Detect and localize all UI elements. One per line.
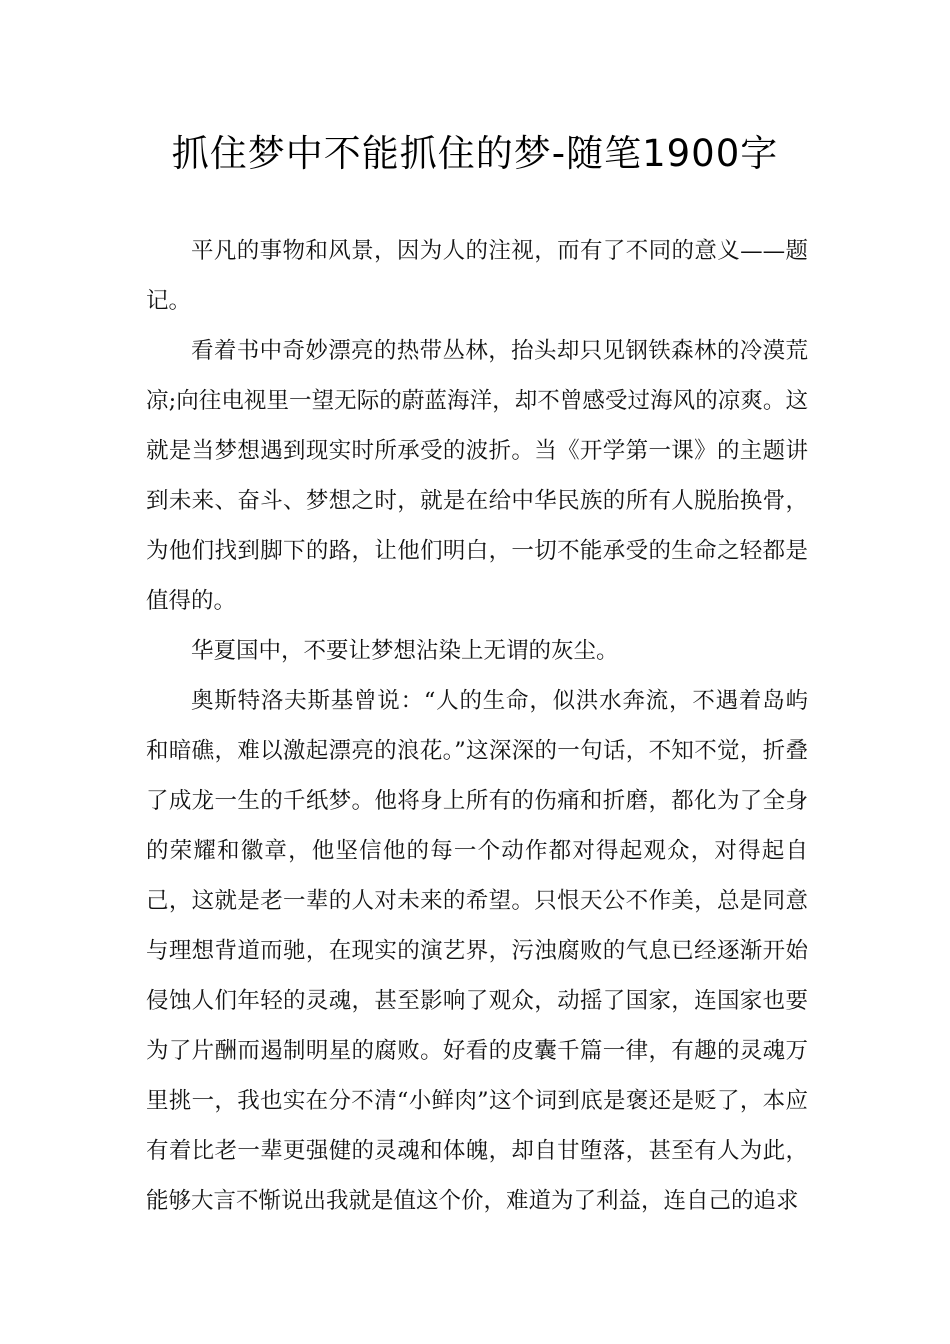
- document-body: [146, 226, 808, 1226]
- document-title: 抓住梦中不能抓住的梦-随笔1900字: [171, 132, 779, 175]
- paragraph-dreams-and-reality: 看着书中奇妙漂亮的热带丛林，抬头却只见钢铁森林的冷漠荒凉;向往电视里一望无际的蔚蓝海洋，却不曾感受过海风的凉爽。这就是当梦想遇到现实时所承受的波折。当《开学第一课》的主题讲到未来、奋斗、梦想之时，就是在给中华民族的所有人脱胎换骨，为他们找到脚下的路，让他们明白，一切不能承受的生命之轻都是值得的。: [146, 338, 808, 614]
- paragraph-no-dust: 华夏国中，不要让梦想沾染上无谓的灰尘。: [191, 638, 619, 664]
- paragraph-epigraph: 平凡的事物和风景，因为人的注视，而有了不同的意义——题记。: [146, 238, 808, 314]
- paragraph-ostrovsky-quote: 奥斯特洛夫斯基曾说：“人的生命，似洪水奔流，不遇着岛屿和暗礁，难以激起漂亮的浪花。”这深深的一句话，不知不觉，折叠了成龙一生的千纸梦。他将身上所有的伤痛和折磨，都化为了全身的荣耀和徽章，他坚信他的每一个动作都对得起观众，对得起自己，这就是老一辈的人对未来的希望。只恨天公不作美，总是同意与理想背道而驰，在现实的演艺界，污浊腐败的气息已经逐渐开始侵蚀人们年轻的灵魂，甚至影响了观众，动摇了国家，连国家也要为了片酬而遏制明星的腐败。好看的皮囊千篇一律，有趣的灵魂万里挑一，我也实在分不清“小鲜肉”这个词到底是褒还是贬了，本应有着比老一辈更强健的灵魂和体魄，却自甘堕落，甚至有人为此，能够大言不惭说出我就是值这个价，难道为了利益，连自己的追求: [146, 688, 808, 1214]
